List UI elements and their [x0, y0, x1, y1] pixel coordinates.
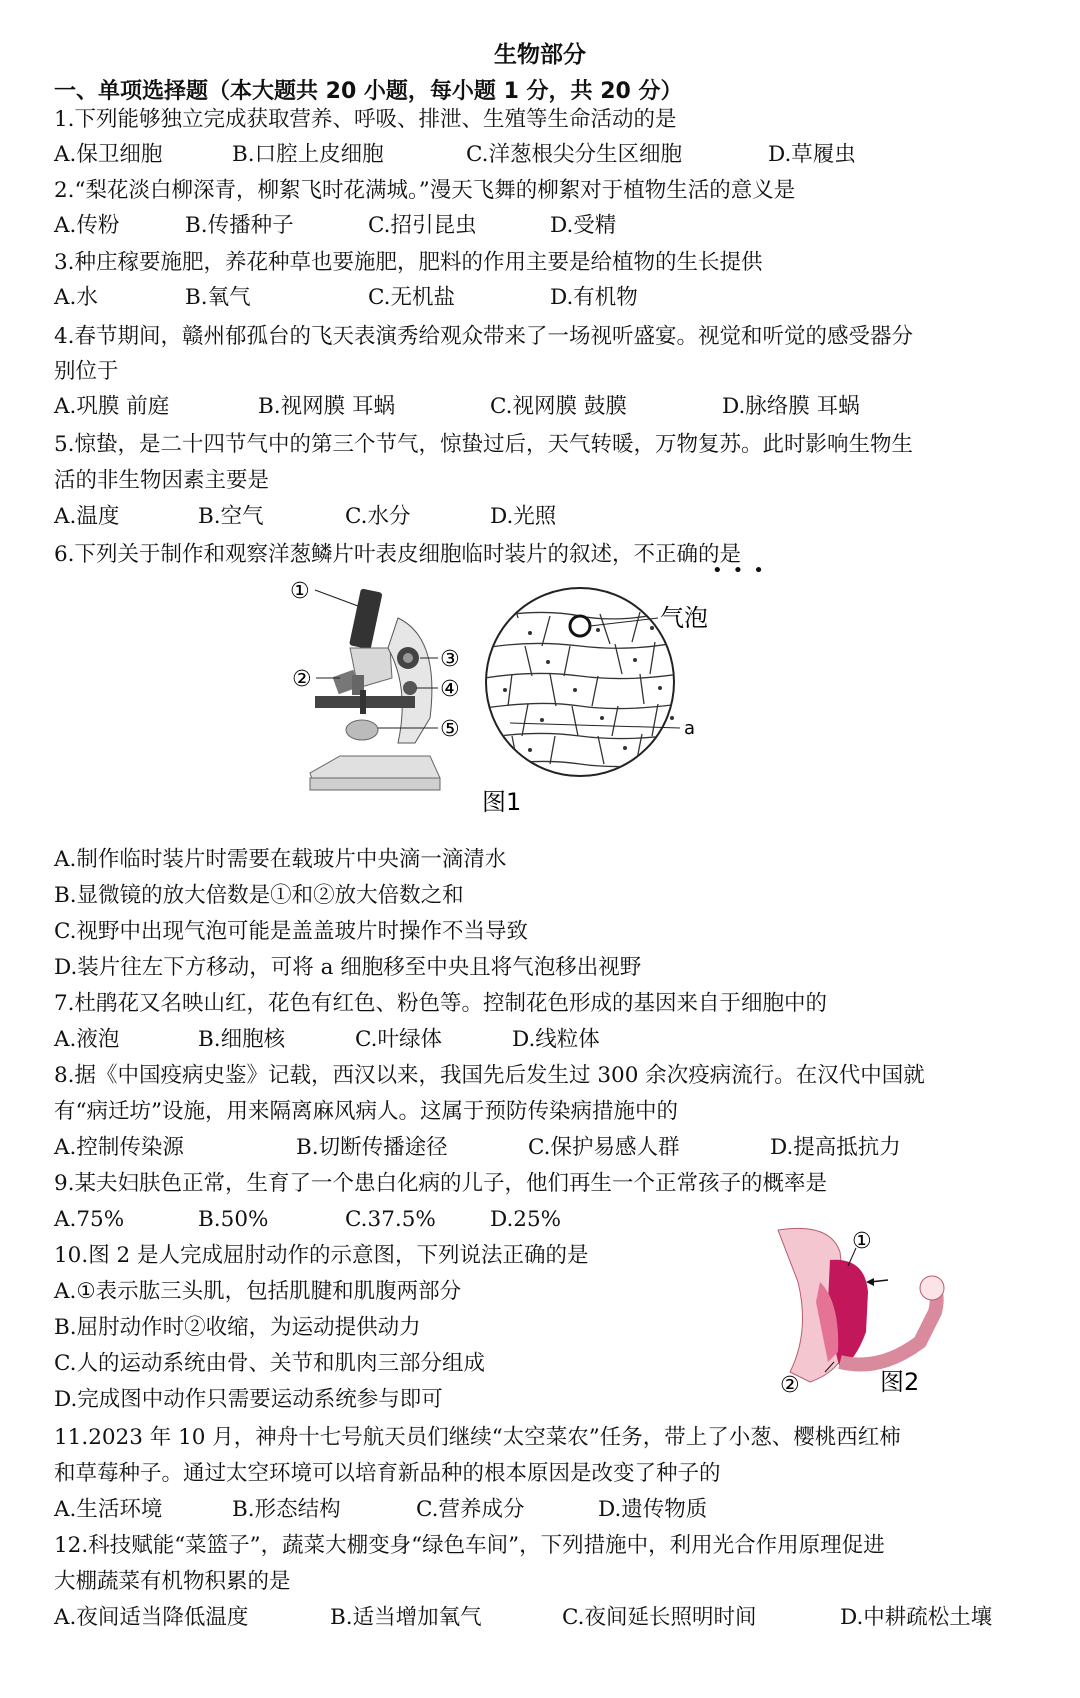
q5-option-a: A.温度 — [54, 504, 120, 529]
q10-option-d: D.完成图中动作只需要运动系统参与即可 — [54, 1387, 443, 1412]
q9-option-c: C.37.5% — [345, 1207, 436, 1232]
q2-option-c: C.招引昆虫 — [368, 213, 477, 238]
q2-option-b: B.传播种子 — [185, 213, 294, 238]
question-6: 6.下列关于制作和观察洋葱鳞片叶表皮细胞临时装片的叙述，不正确的是 — [54, 542, 742, 567]
q1-option-c: C.洋葱根尖分生区细胞 — [466, 142, 683, 167]
question-11-line-1: 11.2023 年 10 月，神舟十七号航天员们继续“太空菜农”任务，带上了小葱、樱桃西红柿 — [54, 1425, 901, 1450]
question-7: 7.杜鹃花又名映山红，花色有红色、粉色等。控制花色形成的基因来自于细胞中的 — [54, 991, 828, 1016]
q4-option-c: C.视网膜 鼓膜 — [490, 394, 627, 419]
q4-option-a: A.巩膜 前庭 — [54, 394, 170, 419]
q7-option-b: B.细胞核 — [198, 1027, 286, 1052]
q8-option-d: D.提高抵抗力 — [770, 1135, 901, 1160]
q9-option-b: B.50% — [198, 1207, 269, 1232]
q7-option-a: A.液泡 — [54, 1027, 120, 1052]
q3-option-c: C.无机盐 — [368, 285, 456, 310]
q1-option-b: B.口腔上皮细胞 — [232, 142, 384, 167]
q8-option-a: A.控制传染源 — [54, 1135, 184, 1160]
fig1-label-2: ② — [292, 667, 312, 692]
q12-option-d: D.中耕疏松土壤 — [840, 1605, 993, 1630]
fig2-label-1: ① — [852, 1229, 872, 1254]
question-5-line-2: 活的非生物因素主要是 — [54, 468, 270, 493]
q8-option-b: B.切断传播途径 — [296, 1135, 448, 1160]
figure-1 — [280, 578, 760, 818]
arm-flexion-diagram — [778, 1228, 944, 1398]
q7-option-c: C.叶绿体 — [355, 1027, 443, 1052]
question-11-line-2: 和草莓种子。通过太空环境可以培育新品种的根本原因是改变了种子的 — [54, 1461, 721, 1486]
q11-option-c: C.营养成分 — [416, 1497, 525, 1522]
q5-option-d: D.光照 — [490, 504, 557, 529]
q4-option-b: B.视网膜 耳蜗 — [258, 394, 395, 419]
fig1-label-3: ③ — [440, 647, 460, 672]
figure-2-caption: 图2 — [880, 1368, 920, 1396]
question-12-line-1: 12.科技赋能“菜篮子”，蔬菜大棚变身“绿色车间”，下列措施中，利用光合作用原理促进 — [54, 1533, 885, 1558]
q2-option-a: A.传粉 — [54, 213, 120, 238]
q1-option-a: A.保卫细胞 — [54, 142, 163, 167]
emphasis-dots: ••• — [712, 560, 774, 581]
q7-option-d: D.线粒体 — [512, 1027, 600, 1052]
q3-option-b: B.氧气 — [185, 285, 251, 310]
q11-option-b: B.形态结构 — [232, 1497, 341, 1522]
q4-option-d: D.脉络膜 耳蜗 — [722, 394, 860, 419]
fig1-label-1: ① — [290, 579, 310, 604]
question-4-line-1: 4.春节期间，赣州郁孤台的飞天表演秀给观众带来了一场视听盛宴。视觉和听觉的感受器分 — [54, 324, 914, 349]
question-8-line-1: 8.据《中国疫病史鉴》记载，西汉以来，我国先后发生过 300 余次疫病流行。在汉代中国就 — [54, 1063, 925, 1088]
q5-option-c: C.水分 — [345, 504, 411, 529]
q10-option-c: C.人的运动系统由骨、关节和肌肉三部分组成 — [54, 1351, 486, 1376]
q6-option-d: D.装片往左下方移动，可将 a 细胞移至中央且将气泡移出视野 — [54, 955, 642, 980]
question-2: 2.“梨花淡白柳深青，柳絮飞时花满城。”漫天飞舞的柳絮对于植物生活的意义是 — [54, 178, 796, 203]
q5-option-b: B.空气 — [198, 504, 264, 529]
q3-option-a: A.水 — [54, 285, 98, 310]
question-4-line-2: 别位于 — [54, 359, 119, 384]
q9-option-a: A.75% — [54, 1207, 125, 1232]
figure-1-caption: 图1 — [482, 788, 522, 816]
question-12-line-2: 大棚蔬菜有机物积累的是 — [54, 1569, 291, 1594]
question-1: 1.下列能够独立完成获取营养、呼吸、排泄、生殖等生命活动的是 — [54, 107, 677, 132]
question-9: 9.某夫妇肤色正常，生育了一个患白化病的儿子，他们再生一个正常孩子的概率是 — [54, 1171, 828, 1196]
q11-option-a: A.生活环境 — [54, 1497, 163, 1522]
q8-option-c: C.保护易感人群 — [528, 1135, 680, 1160]
q12-option-a: A.夜间适当降低温度 — [54, 1605, 249, 1630]
fig2-label-2: ② — [780, 1373, 800, 1398]
q6-option-c: C.视野中出现气泡可能是盖盖玻片时操作不当导致 — [54, 919, 529, 944]
q10-option-b: B.屈肘动作时②收缩，为运动提供动力 — [54, 1315, 421, 1340]
question-10: 10.图 2 是人完成屈肘动作的示意图，下列说法正确的是 — [54, 1243, 589, 1268]
bubble-label: 气泡 — [660, 604, 708, 632]
q1-option-d: D.草履虫 — [768, 142, 856, 167]
q6-option-b: B.显微镜的放大倍数是①和②放大倍数之和 — [54, 883, 464, 908]
onion-cell-view — [485, 588, 708, 776]
microscope-diagram — [290, 579, 460, 790]
q9-option-d: D.25% — [490, 1207, 562, 1232]
q10-option-a: A.①表示肱三头肌，包括肌腱和肌腹两部分 — [54, 1279, 462, 1304]
q12-option-c: C.夜间延长照明时间 — [562, 1605, 757, 1630]
q12-option-b: B.适当增加氧气 — [330, 1605, 482, 1630]
page-title: 生物部分 — [494, 42, 586, 68]
q11-option-d: D.遗传物质 — [598, 1497, 708, 1522]
question-3: 3.种庄稼要施肥，养花种草也要施肥，肥料的作用主要是给植物的生长提供 — [54, 250, 763, 275]
section-heading: 一、单项选择题（本大题共 20 小题，每小题 1 分，共 20 分） — [54, 79, 683, 104]
fig1-label-4: ④ — [440, 677, 460, 702]
q2-option-d: D.受精 — [550, 213, 617, 238]
q6-option-a: A.制作临时装片时需要在载玻片中央滴一滴清水 — [54, 847, 507, 872]
question-5-line-1: 5.惊蛰，是二十四节气中的第三个节气，惊蛰过后，天气转暖，万物复苏。此时影响生物生 — [54, 432, 914, 457]
fig1-label-5: ⑤ — [440, 717, 460, 742]
figure-2 — [770, 1222, 970, 1398]
q3-option-d: D.有机物 — [550, 285, 638, 310]
question-8-line-2: 有“病迁坊”设施，用来隔离麻风病人。这属于预防传染病措施中的 — [54, 1099, 678, 1124]
cell-a-label: a — [684, 718, 696, 739]
